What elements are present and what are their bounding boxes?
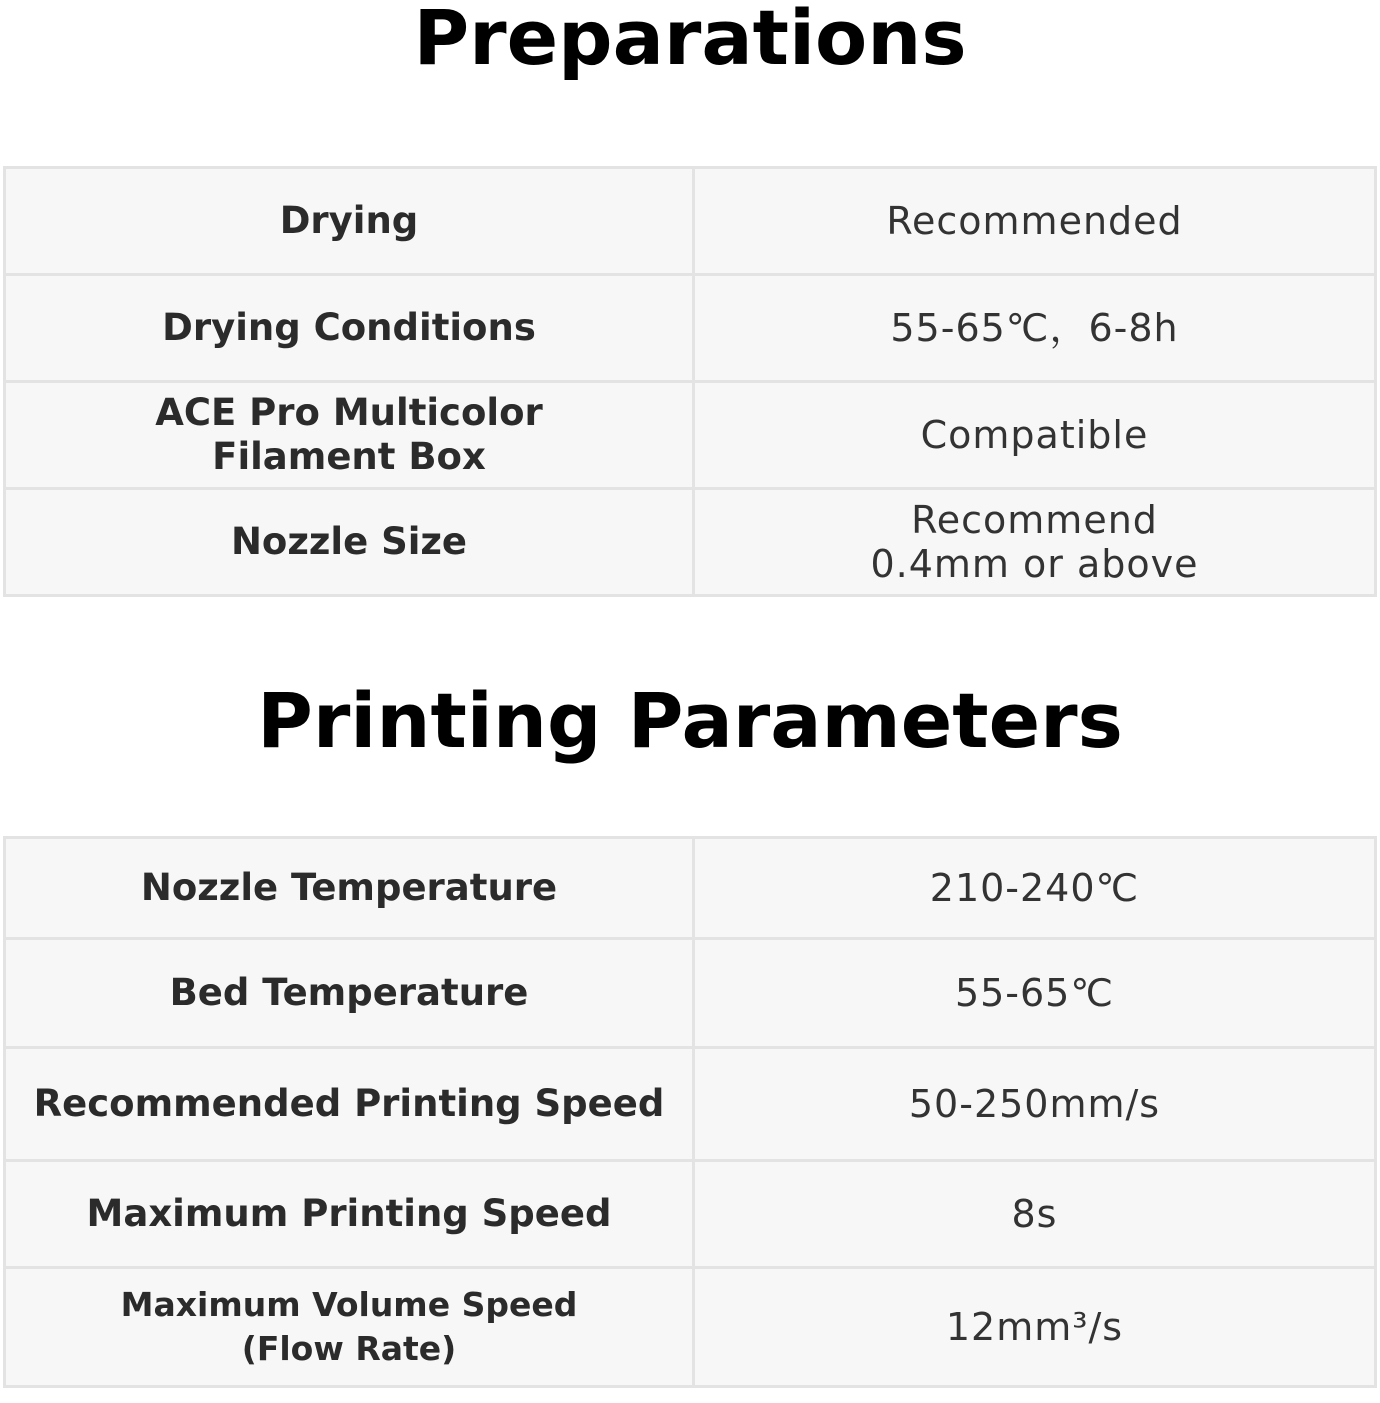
row-value-nozzle-temperature: 210-240℃ [694, 838, 1376, 939]
preparations-table [3, 166, 1377, 597]
row-value-ace-pro: Compatible [694, 382, 1376, 489]
row-label-nozzle-temperature: Nozzle Temperature [5, 838, 694, 939]
row-value-drying-conditions: 55-65℃，6-8h [694, 275, 1376, 382]
table-row [5, 275, 1376, 382]
row-value-bed-temperature: 55-65℃ [694, 939, 1376, 1048]
table-row [5, 939, 1376, 1048]
row-label-maximum-volume-speed: Maximum Volume Speed (Flow Rate) [5, 1268, 694, 1387]
table-row [5, 1048, 1376, 1161]
table-row [5, 838, 1376, 939]
row-label-bed-temperature: Bed Temperature [5, 939, 694, 1048]
preparations-title: Preparations [413, 0, 967, 82]
row-label-maximum-printing-speed: Maximum Printing Speed [5, 1161, 694, 1268]
printing-parameters-table [3, 836, 1377, 1388]
table-row [5, 168, 1376, 275]
row-label-drying-conditions: Drying Conditions [5, 275, 694, 382]
table-row [5, 1268, 1376, 1387]
row-label-nozzle-size: Nozzle Size [5, 489, 694, 596]
row-label-ace-pro: ACE Pro Multicolor Filament Box [5, 382, 694, 489]
row-value-drying: Recommended [694, 168, 1376, 275]
row-value-maximum-volume-speed: 12mm³/s [694, 1268, 1376, 1387]
table-row [5, 1161, 1376, 1268]
row-value-nozzle-size: Recommend 0.4mm or above [694, 489, 1376, 596]
row-value-maximum-printing-speed: 8s [694, 1161, 1376, 1268]
table-row [5, 489, 1376, 596]
table-row [5, 382, 1376, 489]
printing-parameters-title: Printing Parameters [257, 676, 1123, 765]
row-label-recommended-printing-speed: Recommended Printing Speed [5, 1048, 694, 1161]
row-value-recommended-printing-speed: 50-250mm/s [694, 1048, 1376, 1161]
row-label-drying: Drying [5, 168, 694, 275]
